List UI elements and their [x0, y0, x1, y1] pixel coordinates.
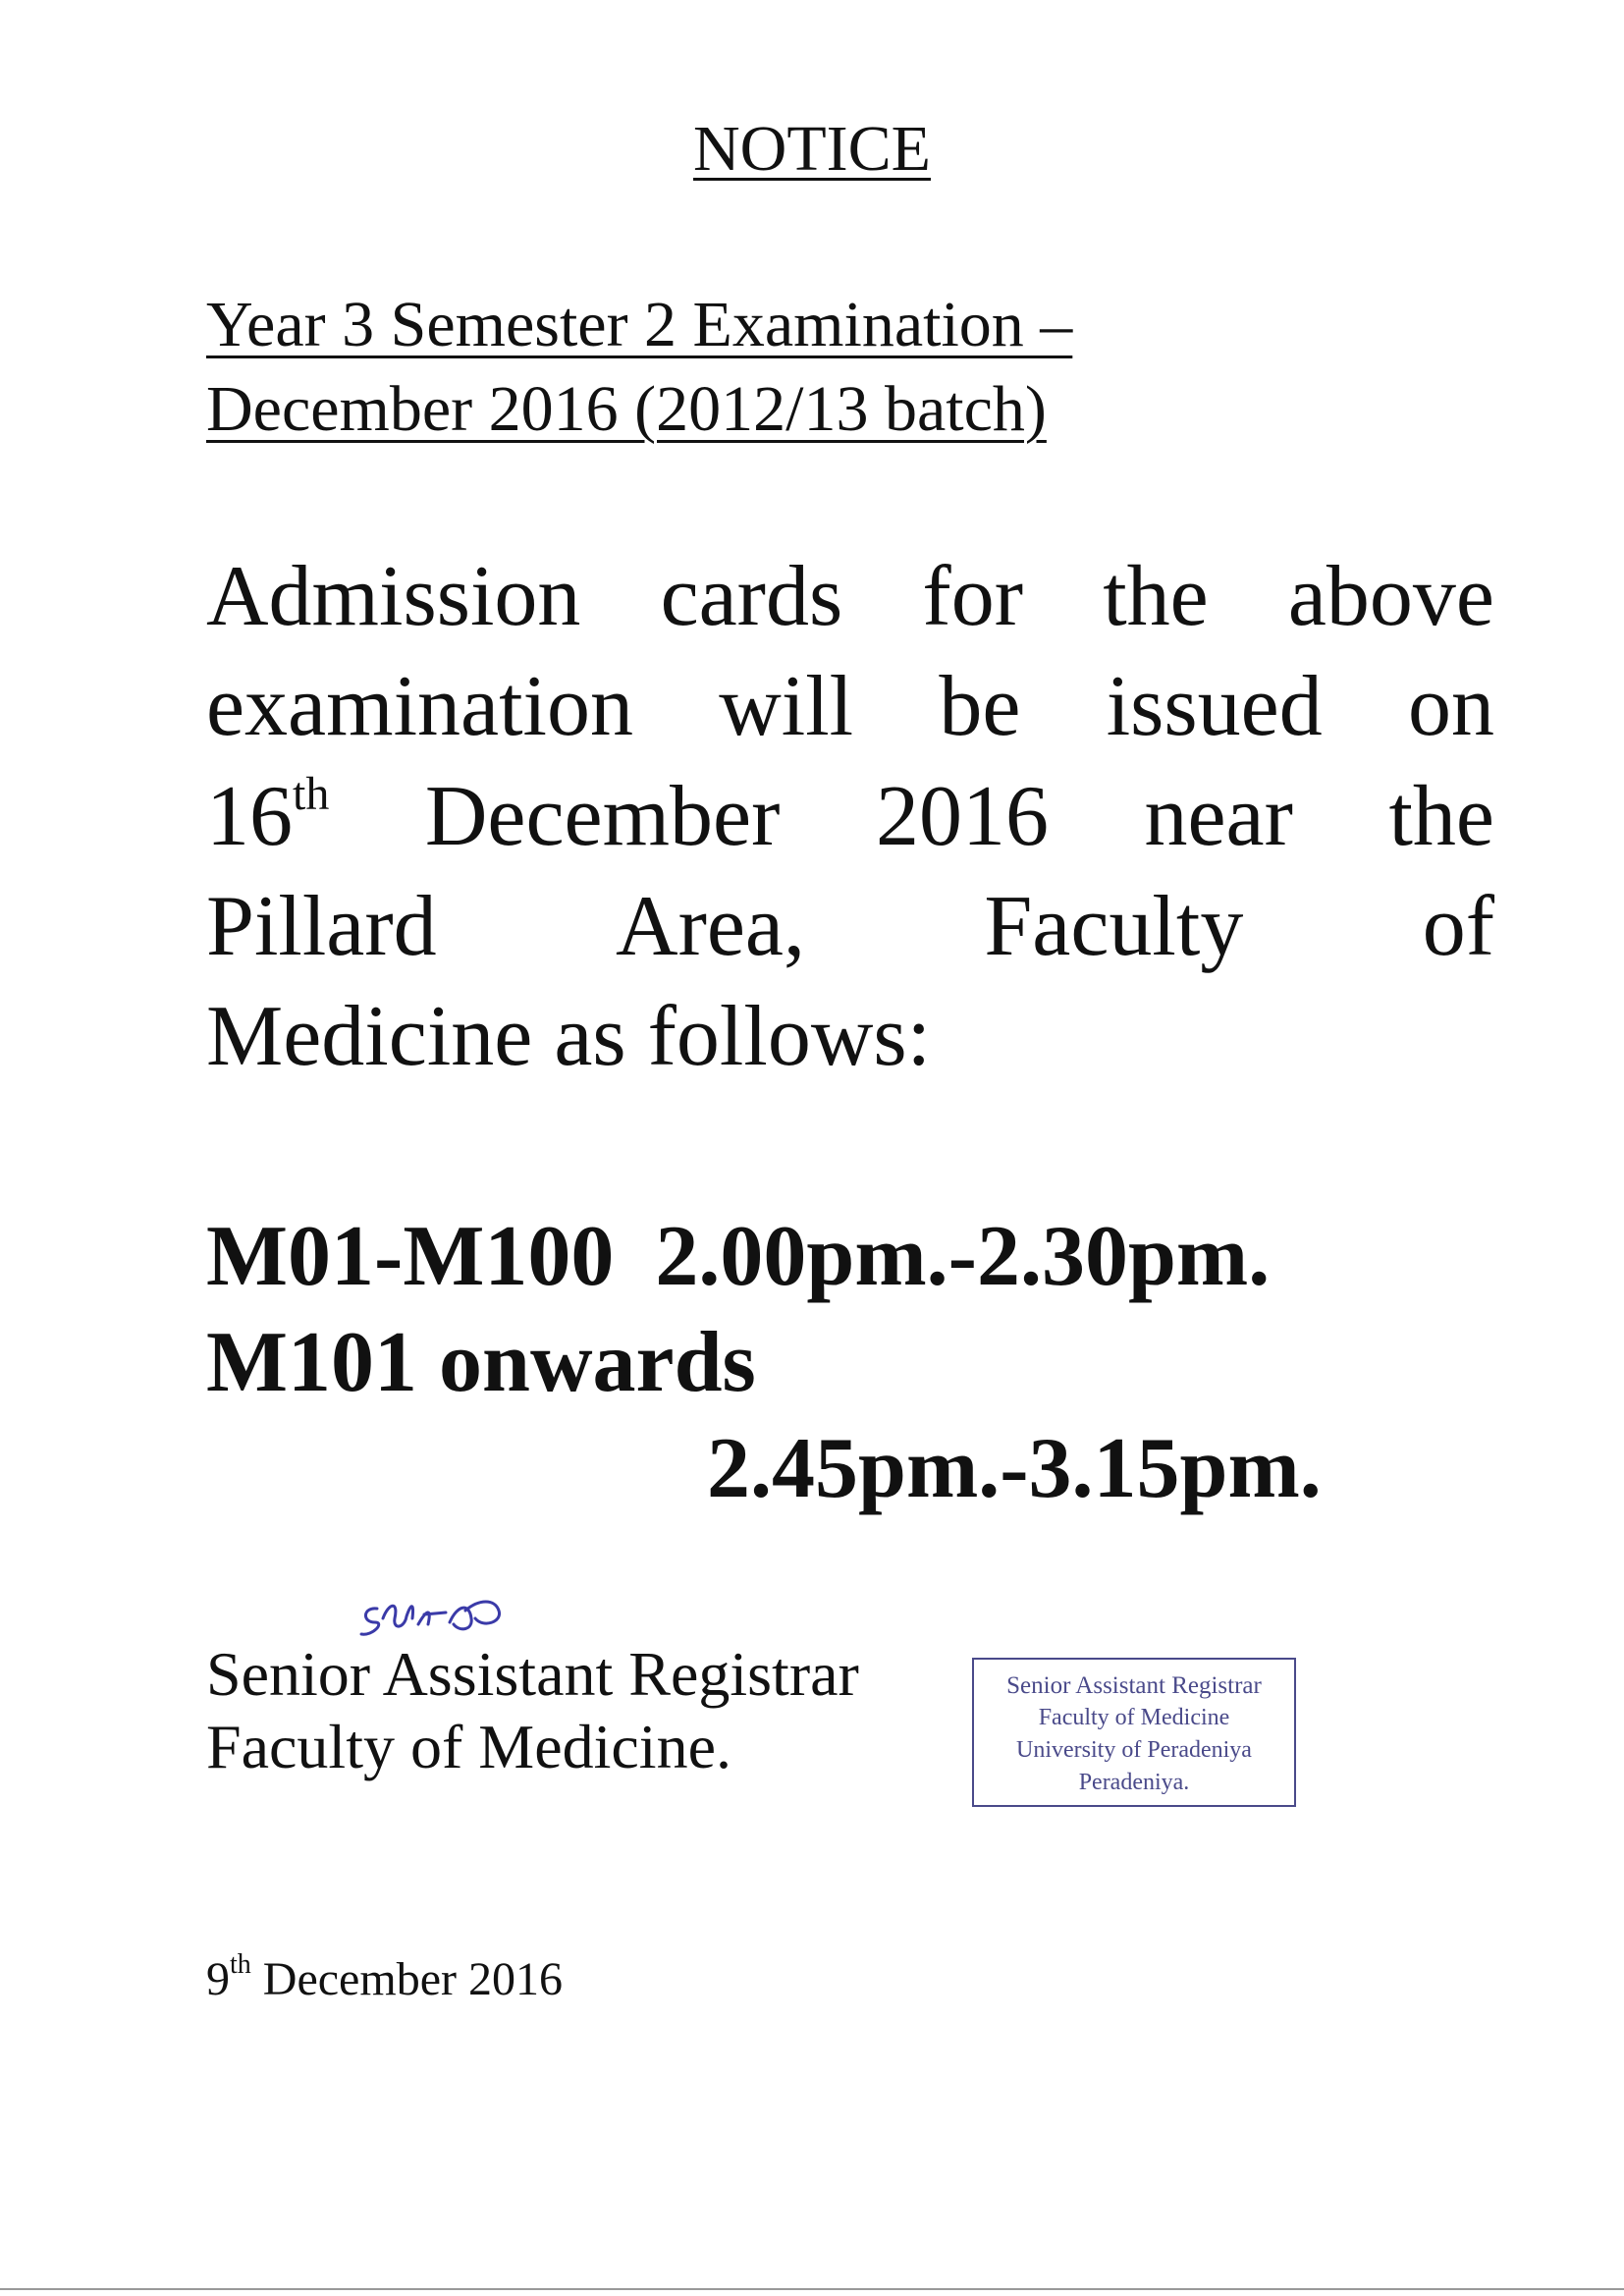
signature-stroke [361, 1602, 500, 1634]
schedule [206, 1204, 1483, 1522]
stamp-line-2: Faculty of Medicine [1038, 1705, 1230, 1730]
stamp-line-4: Peradeniya. [1078, 1770, 1190, 1795]
schedule-slot-1-range: M01-M100 [206, 1209, 615, 1304]
announcement-word: on [1407, 659, 1494, 754]
announcement-word: Faculty [984, 879, 1244, 974]
announcement-word: of [1422, 879, 1494, 974]
exam-title-line-1 [206, 283, 1286, 367]
announcement-word: for [922, 549, 1024, 644]
announcement-row-5 [206, 982, 1494, 1092]
announcement-row-2 [206, 652, 1494, 762]
announcement-word: examination [206, 659, 633, 754]
schedule-slot-2 [206, 1310, 1483, 1522]
announcement-word: December [424, 769, 781, 864]
announcement-word: Pillard [206, 879, 437, 974]
document-date-day: 9 [206, 1953, 230, 2005]
document-date-day-suffix: th [230, 1949, 251, 1980]
schedule-slot-1-time: 2.00pm.-2.30pm. [655, 1209, 1271, 1304]
announcement-word: be [939, 659, 1021, 754]
schedule-slot-2-time: 2.45pm.-3.15pm. [707, 1421, 1322, 1516]
announcement-word: Area, [616, 879, 805, 974]
announcement-word: will [719, 659, 854, 754]
exam-title [206, 283, 1286, 452]
announcement-word: near [1144, 769, 1293, 864]
schedule-slot-2-range: M101 onwards [206, 1315, 756, 1410]
document-date [206, 1950, 563, 2009]
issue-date-day-suffix: th [293, 768, 330, 820]
announcement-word: issued [1106, 659, 1323, 754]
notice-heading [0, 110, 1624, 189]
announcement-word: Admission [206, 549, 581, 644]
signatory-title: Senior Assistant Registrar [206, 1639, 859, 1709]
announcement-row-4 [206, 872, 1494, 982]
exam-title-line-2 [206, 367, 1286, 452]
document-date-rest: December 2016 [262, 1953, 563, 2005]
stamp-line-3: University of Peradeniya [1016, 1737, 1252, 1763]
announcement-word: 2016 [875, 769, 1049, 864]
announcement-paragraph [206, 542, 1494, 1092]
issue-date-day [206, 762, 329, 872]
announcement-word: the [1388, 769, 1494, 864]
signatory-block [206, 1638, 859, 1783]
stamp-line-1: Senior Assistant Registrar [1006, 1672, 1262, 1699]
issue-date-day-number: 16 [206, 769, 293, 864]
scan-bottom-edge [0, 2288, 1624, 2290]
notice-heading-text: NOTICE [693, 113, 931, 185]
announcement-word: the [1103, 549, 1209, 644]
schedule-slot-1 [206, 1204, 1483, 1310]
announcement-row-3 [206, 762, 1494, 872]
announcement-word: above [1287, 549, 1494, 644]
signatory-department: Faculty of Medicine. [206, 1712, 731, 1781]
announcement-row-5-text: Medicine as follows: [206, 989, 932, 1084]
exam-title-line-2-text: December 2016 (2012/13 batch) [206, 373, 1047, 445]
announcement-row-1 [206, 542, 1494, 652]
exam-title-line-1-text: Year 3 Semester 2 Examination – [206, 289, 1073, 360]
official-stamp [972, 1658, 1296, 1807]
announcement-word: cards [660, 549, 843, 644]
